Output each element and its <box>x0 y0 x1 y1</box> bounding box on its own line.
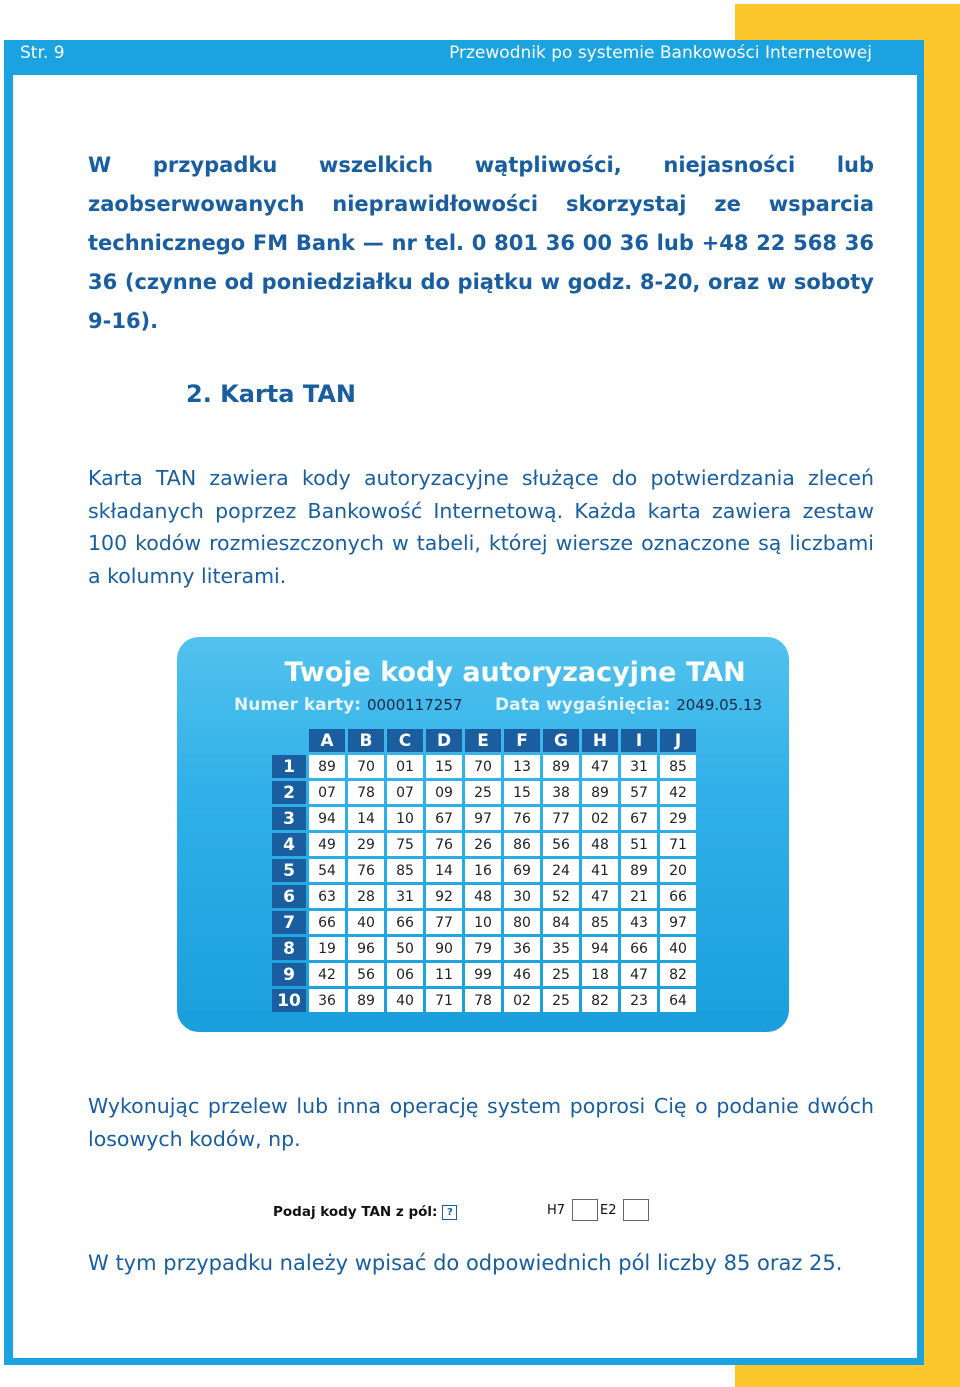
tan-code-cell: 40 <box>348 911 384 934</box>
tan-code-cell: 97 <box>660 911 696 934</box>
tan-code-cell: 36 <box>504 937 540 960</box>
tan-row-header: 4 <box>272 833 306 856</box>
tan-code-cell: 85 <box>660 755 696 778</box>
tan-input-e2[interactable] <box>623 1199 649 1221</box>
tan-code-cell: 52 <box>543 885 579 908</box>
tan-row <box>272 937 696 960</box>
tan-code-cell: 90 <box>426 937 462 960</box>
tan-table-body <box>272 755 696 1012</box>
tan-prompt <box>273 1204 457 1220</box>
tan-code-cell: 80 <box>504 911 540 934</box>
tan-code-cell: 66 <box>660 885 696 908</box>
tan-header-row <box>272 729 696 752</box>
section-heading: 2. Karta TAN <box>186 380 356 408</box>
tan-code-cell: 71 <box>660 833 696 856</box>
tan-code-cell: 38 <box>543 781 579 804</box>
tan-card-image <box>177 637 789 1032</box>
tan-code-cell: 30 <box>504 885 540 908</box>
tan-code-cell: 14 <box>426 859 462 882</box>
card-number-value: 0000117257 <box>366 696 463 714</box>
tan-code-cell: 70 <box>348 755 384 778</box>
tan-row-header: 6 <box>272 885 306 908</box>
tan-code-cell: 76 <box>348 859 384 882</box>
tan-code-cell: 35 <box>543 937 579 960</box>
tan-code-cell: 89 <box>348 989 384 1012</box>
tan-code-cell: 26 <box>465 833 501 856</box>
tan-code-cell: 82 <box>582 989 618 1012</box>
tan-code-cell: 78 <box>348 781 384 804</box>
card-number-label: Numer karty: <box>234 695 362 715</box>
tan-corner-cell <box>272 729 306 752</box>
tan-code-cell: 29 <box>660 807 696 830</box>
instruction-paragraph: Wykonując przelew lub inna operację system poprosi Cię o podanie dwóch losowych kodów, np. <box>88 1094 874 1151</box>
tan-code-cell: 47 <box>582 885 618 908</box>
tan-column-header: C <box>387 729 423 752</box>
tan-code-cell: 25 <box>543 989 579 1012</box>
tan-code-cell: 09 <box>426 781 462 804</box>
tan-column-header: G <box>543 729 579 752</box>
tan-code-cell: 76 <box>504 807 540 830</box>
document-title: Przewodnik po systemie Bankowości Internetowej <box>449 43 872 63</box>
card-expiry-label: Data wygaśnięcia: <box>495 695 671 715</box>
tan-code-cell: 66 <box>309 911 345 934</box>
tan-code-cell: 13 <box>504 755 540 778</box>
tan-column-header: E <box>465 729 501 752</box>
tan-code-cell: 19 <box>309 937 345 960</box>
tan-row-header: 7 <box>272 911 306 934</box>
tan-code-cell: 99 <box>465 963 501 986</box>
tan-prompt-label: Podaj kody TAN z pól: <box>273 1204 438 1220</box>
tan-code-cell: 54 <box>309 859 345 882</box>
tan-code-cell: 67 <box>426 807 462 830</box>
tan-input-h7[interactable] <box>572 1199 598 1221</box>
tan-code-cell: 07 <box>309 781 345 804</box>
tan-code-cell: 15 <box>426 755 462 778</box>
tan-code-cell: 48 <box>465 885 501 908</box>
tan-code-cell: 36 <box>309 989 345 1012</box>
tan-code-cell: 02 <box>504 989 540 1012</box>
tan-code-cell: 07 <box>387 781 423 804</box>
tan-code-cell: 86 <box>504 833 540 856</box>
tan-row <box>272 911 696 934</box>
field2-label: E2 <box>600 1203 617 1218</box>
card-expiry-value: 2049.05.13 <box>676 696 763 714</box>
page-number: Str. 9 <box>20 43 65 63</box>
tan-code-cell: 94 <box>582 937 618 960</box>
tan-code-cell: 96 <box>348 937 384 960</box>
tan-code-cell: 89 <box>621 859 657 882</box>
tan-row-header: 8 <box>272 937 306 960</box>
tan-code-cell: 49 <box>309 833 345 856</box>
tan-code-cell: 31 <box>621 755 657 778</box>
tan-row <box>272 755 696 778</box>
tan-code-cell: 41 <box>582 859 618 882</box>
tan-row-header: 2 <box>272 781 306 804</box>
support-paragraph: W przypadku wszelkich wątpliwości, niejasności lub zaobserwowanych nieprawidłowości skorzystaj ze wsparcia technicznego FM Bank — nr tel. 0 801 36 00 36 lub +48 22 568 36 36 (czynne od poniedziałku do piątku w godz. 8-20, oraz w soboty 9-16). <box>88 153 874 333</box>
tan-row-header: 10 <box>272 989 306 1012</box>
tan-code-table <box>269 726 699 1015</box>
tan-code-cell: 89 <box>309 755 345 778</box>
tan-code-cell: 42 <box>309 963 345 986</box>
tan-code-cell: 14 <box>348 807 384 830</box>
tan-code-cell: 79 <box>465 937 501 960</box>
tan-column-header: D <box>426 729 462 752</box>
tan-row <box>272 781 696 804</box>
tan-code-cell: 63 <box>309 885 345 908</box>
tan-code-cell: 18 <box>582 963 618 986</box>
card-number <box>234 695 462 715</box>
tan-code-cell: 02 <box>582 807 618 830</box>
tan-code-cell: 57 <box>621 781 657 804</box>
tan-code-cell: 82 <box>660 963 696 986</box>
tan-code-cell: 25 <box>543 963 579 986</box>
tan-code-cell: 89 <box>543 755 579 778</box>
tan-code-cell: 89 <box>582 781 618 804</box>
card-expiry <box>495 695 762 715</box>
tan-code-cell: 50 <box>387 937 423 960</box>
tan-column-header: H <box>582 729 618 752</box>
tan-row-header: 1 <box>272 755 306 778</box>
tan-code-cell: 06 <box>387 963 423 986</box>
field1-label: H7 <box>547 1203 566 1218</box>
tan-row <box>272 989 696 1012</box>
tan-code-cell: 23 <box>621 989 657 1012</box>
example-answer-paragraph: W tym przypadku należy wpisać do odpowiednich pól liczby 85 oraz 25. <box>88 1251 843 1275</box>
tan-code-cell: 77 <box>426 911 462 934</box>
tan-code-cell: 97 <box>465 807 501 830</box>
tan-column-header: B <box>348 729 384 752</box>
tan-row <box>272 859 696 882</box>
tan-code-cell: 10 <box>465 911 501 934</box>
tan-code-cell: 10 <box>387 807 423 830</box>
tan-code-cell: 24 <box>543 859 579 882</box>
tan-code-cell: 42 <box>660 781 696 804</box>
tan-code-cell: 85 <box>582 911 618 934</box>
tan-code-cell: 64 <box>660 989 696 1012</box>
tan-code-cell: 47 <box>582 755 618 778</box>
tan-code-cell: 11 <box>426 963 462 986</box>
tan-code-cell: 43 <box>621 911 657 934</box>
tan-code-cell: 20 <box>660 859 696 882</box>
tan-column-header: I <box>621 729 657 752</box>
tan-code-cell: 56 <box>348 963 384 986</box>
tan-code-cell: 92 <box>426 885 462 908</box>
tan-code-cell: 29 <box>348 833 384 856</box>
tan-code-cell: 69 <box>504 859 540 882</box>
tan-code-cell: 70 <box>465 755 501 778</box>
tan-column-header: J <box>660 729 696 752</box>
tan-code-cell: 15 <box>504 781 540 804</box>
tan-code-cell: 85 <box>387 859 423 882</box>
tan-description-paragraph: Karta TAN zawiera kody autoryzacyjne służące do potwierdzania zleceń składanych poprzez Bankowość Internetową. Każda karta zawiera zestaw 100 kodów rozmieszczonych w tabeli, której wiersze oznaczone są liczbami a kolumny literami. <box>88 466 874 588</box>
tan-column-header: A <box>309 729 345 752</box>
tan-code-cell: 48 <box>582 833 618 856</box>
tan-row-header: 3 <box>272 807 306 830</box>
tan-code-cell: 56 <box>543 833 579 856</box>
tan-code-cell: 51 <box>621 833 657 856</box>
tan-code-cell: 47 <box>621 963 657 986</box>
tan-code-cell: 77 <box>543 807 579 830</box>
tan-code-cell: 94 <box>309 807 345 830</box>
tan-code-cell: 78 <box>465 989 501 1012</box>
tan-code-cell: 75 <box>387 833 423 856</box>
help-icon[interactable]: ? <box>442 1205 457 1220</box>
tan-code-cell: 76 <box>426 833 462 856</box>
tan-card-title: Twoje kody autoryzacyjne TAN <box>284 657 746 688</box>
tan-row <box>272 885 696 908</box>
tan-code-cell: 66 <box>621 937 657 960</box>
tan-row-header: 5 <box>272 859 306 882</box>
tan-row <box>272 807 696 830</box>
tan-code-cell: 25 <box>465 781 501 804</box>
tan-column-header: F <box>504 729 540 752</box>
tan-code-cell: 31 <box>387 885 423 908</box>
tan-row <box>272 963 696 986</box>
tan-code-cell: 66 <box>387 911 423 934</box>
tan-code-cell: 67 <box>621 807 657 830</box>
tan-code-cell: 40 <box>387 989 423 1012</box>
tan-row <box>272 833 696 856</box>
tan-row-header: 9 <box>272 963 306 986</box>
tan-code-cell: 28 <box>348 885 384 908</box>
tan-code-cell: 40 <box>660 937 696 960</box>
tan-code-cell: 21 <box>621 885 657 908</box>
tan-code-cell: 16 <box>465 859 501 882</box>
tan-code-cell: 01 <box>387 755 423 778</box>
tan-code-cell: 46 <box>504 963 540 986</box>
tan-code-cell: 71 <box>426 989 462 1012</box>
tan-code-cell: 84 <box>543 911 579 934</box>
